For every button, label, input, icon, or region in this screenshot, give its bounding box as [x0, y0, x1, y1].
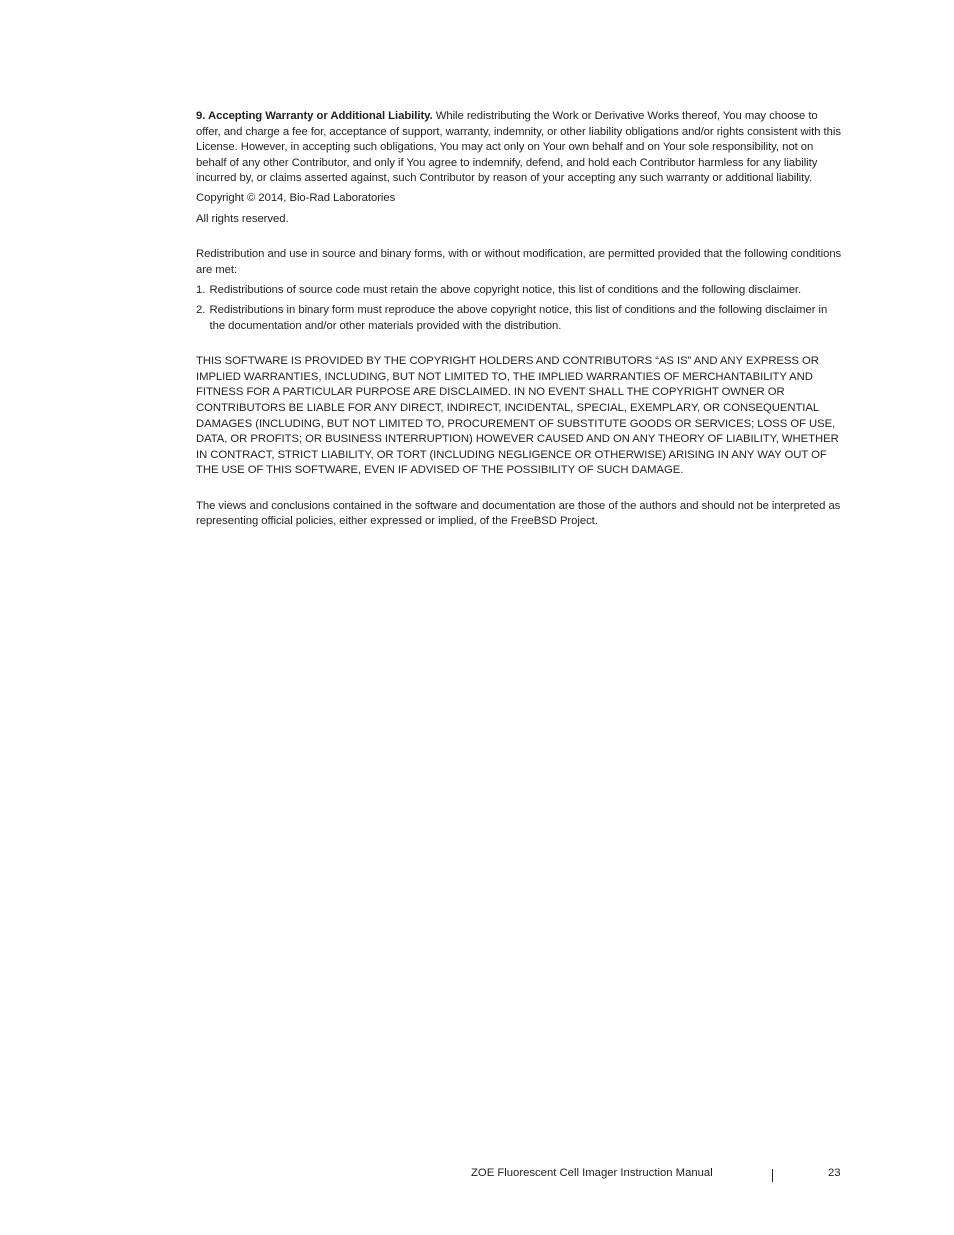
list-item	[196, 283, 844, 299]
section-9-heading: 9. Accepting Warranty or Additional Liability.	[196, 110, 433, 122]
disclaimer-paragraph: THIS SOFTWARE IS PROVIDED BY THE COPYRIGHT HOLDERS AND CONTRIBUTORS “AS IS” AND ANY EXPRESS OR IMPLIED WARRANTIES, INCLUDING, BUT NOT LIMITED TO, THE IMPLIED WARRANTIES OF MERCHANTABILITY AND FITNESS FOR A PARTICULAR PURPOSE ARE DISCLAIMED. IN NO EVENT SHALL THE COPYRIGHT OWNER OR CONTRIBUTORS BE LIABLE FOR ANY DIRECT, INDIRECT, INCIDENTAL, SPECIAL, EXEMPLARY, OR CONSEQUENTIAL DAMAGES (INCLUDING, BUT NOT LIMITED TO, PROCUREMENT OF SUBSTITUTE GOODS OR SERVICES; LOSS OF USE, DATA, OR PROFITS; OR BUSINESS INTERRUPTION) HOWEVER CAUSED AND ON ANY THEORY OF LIABILITY, WHETHER IN CONTRACT, STRICT LIABILITY, OR TORT (INCLUDING NEGLIGENCE OR OTHERWISE) ARISING IN ANY WAY OUT OF THE USE OF THIS SOFTWARE, EVEN IF ADVISED OF THE POSSIBILITY OF SUCH DAMAGE.	[196, 355, 839, 477]
conditions-list	[196, 283, 844, 334]
manual-title: ZOE Fluorescent Cell Imager Instruction Manual	[471, 1167, 713, 1179]
section-9-body: While redistributing the Work or Derivative Works thereof, You may choose to offer, and charge a fee for, acceptance of support, warranty, indemnity, or other liability obligations and/or rights consistent with this License. However, in accepting such obligations, You may act only on Your own behalf and on Your sole responsibility, not on behalf of any other Contributor, and only if You agree to indemnify, defend, and hold each Contributor harmless for any liability incurred by, or claims asserted against, such Contributor by reason of your accepting any such warranty or additional liability.	[196, 110, 841, 185]
page-number: 23	[828, 1167, 841, 1179]
list-item	[196, 303, 844, 334]
page-footer	[0, 1166, 954, 1186]
redistribution-intro: Redistribution and use in source and binary forms, with or without modification, are permitted provided that the following conditions are met:	[196, 248, 842, 276]
copyright-line: Copyright © 2014, Bio-Rad Laboratories	[196, 192, 396, 205]
page-content	[196, 109, 844, 530]
section-9-paragraph	[196, 109, 844, 187]
list-item-text: Redistributions in binary form must reproduce the above copyright notice, this list of conditions and the following disclaimer in the documentation and/or other materials provided with the distribution.	[209, 303, 828, 332]
list-item-text: Redistributions of source code must retain the above copyright notice, this list of conditions and the following disclaimer.	[209, 283, 802, 296]
list-item-number: 2.	[196, 303, 206, 316]
views-statement: The views and conclusions contained in the software and documentation are those of the authors and should not be interpreted as representing official policies, either expressed or implied, of the FreeBSD Project.	[196, 499, 841, 528]
rights-line: All rights reserved.	[196, 212, 289, 225]
footer-divider	[772, 1169, 773, 1182]
list-item-number: 1.	[196, 283, 206, 296]
